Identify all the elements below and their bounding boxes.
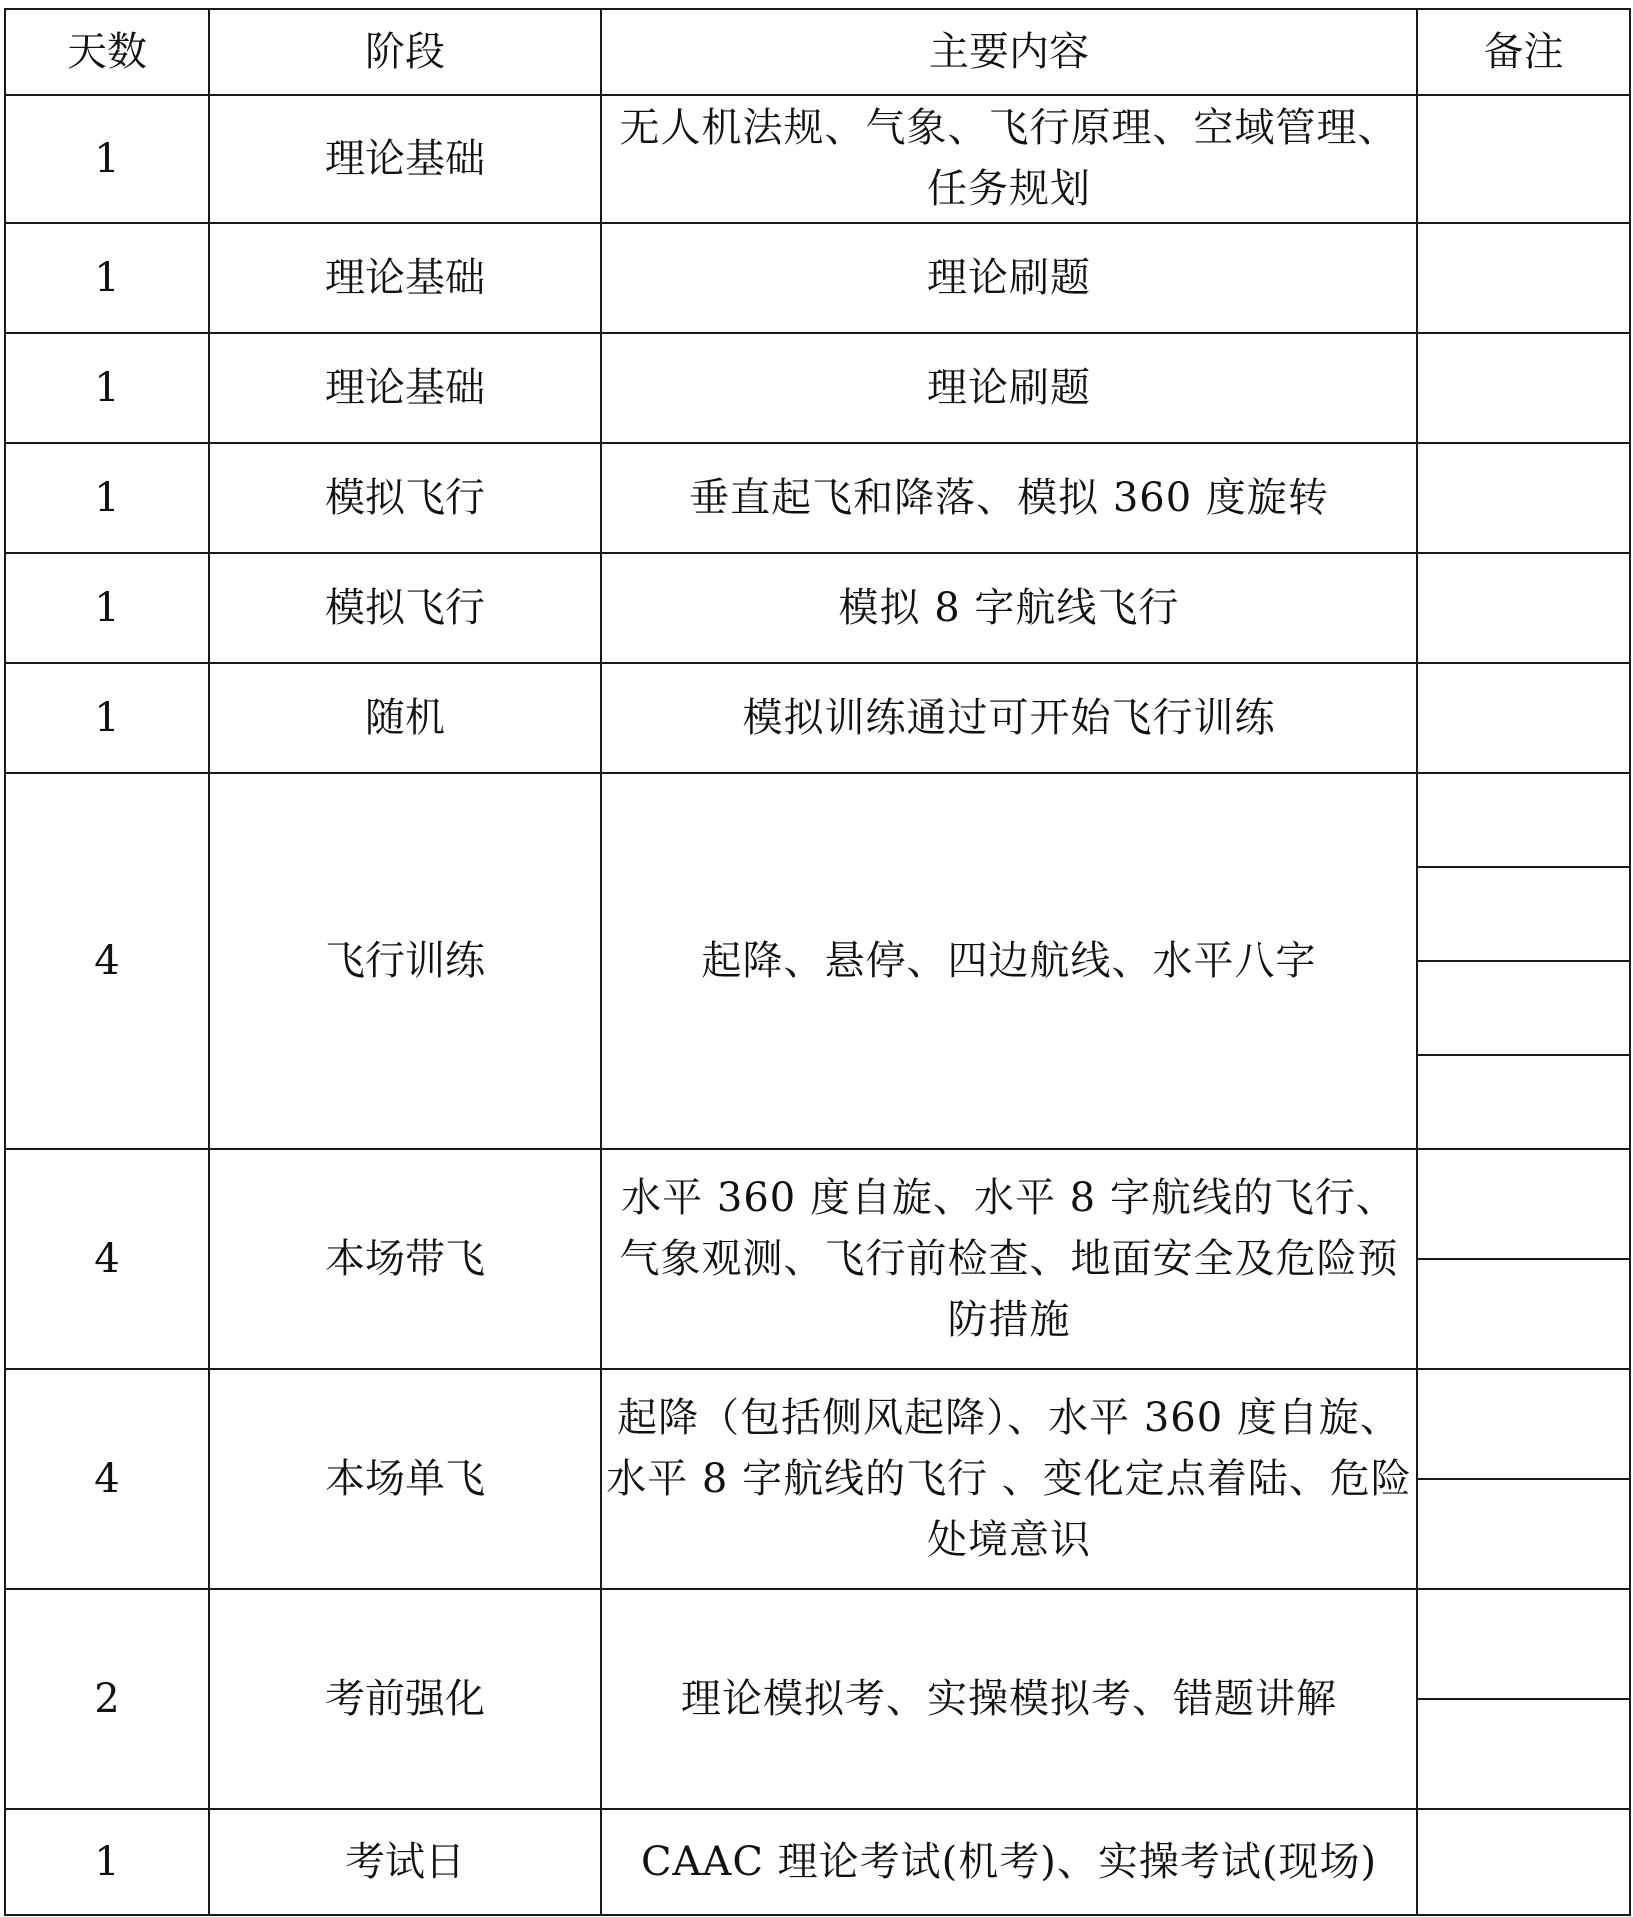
table-row [5, 773, 1630, 1149]
remarks-slot [1418, 1054, 1629, 1148]
table-row [5, 663, 1630, 773]
remarks-cell [1417, 663, 1630, 773]
training-schedule-document [4, 8, 1629, 1914]
remarks-slot [1418, 774, 1629, 866]
days-cell: 1 [5, 223, 209, 333]
table-row [5, 553, 1630, 663]
remarks-slot [1418, 1258, 1629, 1368]
remarks-cell [1417, 773, 1630, 1149]
remarks-slot [1418, 664, 1629, 772]
remarks-cell [1417, 553, 1630, 663]
table-row [5, 1589, 1630, 1809]
content-cell: 垂直起飞和降落、模拟 360 度旋转 [601, 443, 1417, 553]
days-cell: 2 [5, 1589, 209, 1809]
remarks-slot [1418, 1810, 1629, 1914]
remarks-cell [1417, 95, 1630, 223]
header-stage: 阶段 [209, 9, 601, 95]
days-cell: 1 [5, 95, 209, 223]
remarks-cell [1417, 1369, 1630, 1589]
stage-cell: 本场带飞 [209, 1149, 601, 1369]
stage-cell: 随机 [209, 663, 601, 773]
days-cell: 4 [5, 1369, 209, 1589]
content-cell: CAAC 理论考试(机考)、实操考试(现场) [601, 1809, 1417, 1915]
remarks-slot [1418, 554, 1629, 662]
header-row [5, 9, 1630, 95]
remarks-slot [1418, 444, 1629, 552]
content-cell: 模拟 8 字航线飞行 [601, 553, 1417, 663]
content-cell: 起降（包括侧风起降）、水平 360 度自旋、水平 8 字航线的飞行 、变化定点着陆、危险处境意识 [601, 1369, 1417, 1589]
remarks-slot [1418, 334, 1629, 442]
stage-cell: 本场单飞 [209, 1369, 601, 1589]
stage-cell: 飞行训练 [209, 773, 601, 1149]
stage-cell: 理论基础 [209, 95, 601, 223]
remarks-cell [1417, 1589, 1630, 1809]
table-row [5, 223, 1630, 333]
remarks-slot [1418, 224, 1629, 332]
remarks-cell [1417, 1149, 1630, 1369]
header-content: 主要内容 [601, 9, 1417, 95]
remarks-slot [1418, 1150, 1629, 1258]
remarks-slot [1418, 96, 1629, 222]
remarks-cell [1417, 1809, 1630, 1915]
days-cell: 1 [5, 1809, 209, 1915]
days-cell: 1 [5, 553, 209, 663]
remarks-slot [1418, 1590, 1629, 1698]
days-cell: 1 [5, 663, 209, 773]
table-row [5, 443, 1630, 553]
table-row [5, 333, 1630, 443]
content-cell: 理论刷题 [601, 223, 1417, 333]
training-schedule-table [4, 8, 1631, 1916]
table-row [5, 1369, 1630, 1589]
content-cell: 理论刷题 [601, 333, 1417, 443]
remarks-cell [1417, 223, 1630, 333]
remarks-slot [1418, 960, 1629, 1054]
content-cell: 模拟训练通过可开始飞行训练 [601, 663, 1417, 773]
table-row [5, 1809, 1630, 1915]
stage-cell: 考试日 [209, 1809, 601, 1915]
stage-cell: 模拟飞行 [209, 443, 601, 553]
days-cell: 4 [5, 1149, 209, 1369]
header-days: 天数 [5, 9, 209, 95]
remarks-slot [1418, 1478, 1629, 1588]
remarks-slot [1418, 1698, 1629, 1808]
remarks-slot [1418, 866, 1629, 960]
table-row [5, 95, 1630, 223]
table-row [5, 1149, 1630, 1369]
days-cell: 1 [5, 443, 209, 553]
days-cell: 4 [5, 773, 209, 1149]
stage-cell: 模拟飞行 [209, 553, 601, 663]
remarks-slot [1418, 1370, 1629, 1478]
remarks-cell [1417, 333, 1630, 443]
stage-cell: 理论基础 [209, 333, 601, 443]
stage-cell: 考前强化 [209, 1589, 601, 1809]
content-cell: 理论模拟考、实操模拟考、错题讲解 [601, 1589, 1417, 1809]
content-cell: 水平 360 度自旋、水平 8 字航线的飞行、气象观测、飞行前检查、地面安全及危险预防措施 [601, 1149, 1417, 1369]
days-cell: 1 [5, 333, 209, 443]
header-remarks: 备注 [1417, 9, 1630, 95]
stage-cell: 理论基础 [209, 223, 601, 333]
content-cell: 起降、悬停、四边航线、水平八字 [601, 773, 1417, 1149]
content-cell: 无人机法规、气象、飞行原理、空域管理、任务规划 [601, 95, 1417, 223]
remarks-cell [1417, 443, 1630, 553]
